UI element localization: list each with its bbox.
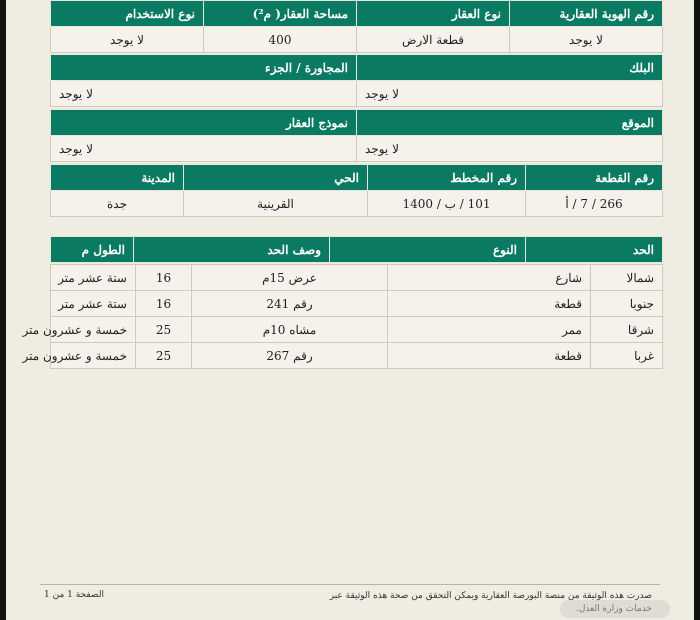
- boundary-description: عرض 15م: [192, 265, 388, 291]
- header-boundary-length: الطول م: [51, 237, 134, 263]
- boundary-length: 25: [136, 317, 192, 343]
- value-neighborhood-part: لا يوجد: [51, 81, 357, 107]
- value-property-area: 400: [204, 27, 357, 53]
- table-row: [51, 291, 663, 317]
- value-usage-type: لا يوجد: [51, 27, 204, 53]
- header-boundary-side: الحد: [526, 237, 663, 263]
- header-boundary-description: وصف الحد: [134, 237, 330, 263]
- value-property-model: لا يوجد: [51, 136, 357, 162]
- header-property-area: مساحة العقار( م²): [204, 1, 357, 27]
- value-district: القرينية: [184, 191, 368, 217]
- table-row: [51, 265, 663, 291]
- value-city: جدة: [51, 191, 184, 217]
- value-plot-number: 266 / 7 / أ: [526, 191, 663, 217]
- value-location: لا يوجد: [357, 136, 663, 162]
- boundary-length: 16: [136, 265, 192, 291]
- boundary-side: شرقا: [591, 317, 663, 343]
- boundary-description: رقم 267: [192, 343, 388, 369]
- boundary-description: مشاه 10م: [192, 317, 388, 343]
- header-neighborhood-part: المجاورة / الجزء: [51, 55, 357, 81]
- value-property-id: لا يوجد: [510, 27, 663, 53]
- boundary-side: شمالا: [591, 265, 663, 291]
- boundary-length-text: ستة عشر متر: [51, 265, 136, 291]
- footer-note: صدرت هذه الوثيقة من منصة البورصة العقارية ويمكن التحقق من صحة هذه الوثيقة عبر خدمات وزارة العدل.: [329, 591, 652, 614]
- footer-divider: [40, 584, 660, 585]
- location-table: [50, 109, 663, 162]
- boundary-length-text: خمسة و عشرون متر: [51, 343, 136, 369]
- header-property-model: نموذج العقار: [51, 110, 357, 136]
- header-plot-number: رقم القطعة: [526, 165, 663, 191]
- table-row: [51, 317, 663, 343]
- boundary-type: ممر: [388, 317, 591, 343]
- value-plan-number: 101 / ب / 1400: [368, 191, 526, 217]
- right-border: [694, 0, 700, 620]
- header-plan-number: رقم المخطط: [368, 165, 526, 191]
- left-border: [0, 0, 6, 620]
- boundary-length-text: خمسة و عشرون متر: [51, 317, 136, 343]
- header-city: المدينة: [51, 165, 184, 191]
- header-boundary-type: النوع: [330, 237, 526, 263]
- header-usage-type: نوع الاستخدام: [51, 1, 204, 27]
- boundary-side: غربا: [591, 343, 663, 369]
- page-number: الصفحة 1 من 1: [44, 590, 104, 600]
- boundary-description: رقم 241: [192, 291, 388, 317]
- boundaries-table: [50, 236, 663, 263]
- header-block: البلك: [357, 55, 663, 81]
- header-district: الحي: [184, 165, 368, 191]
- boundary-side: جنوبا: [591, 291, 663, 317]
- boundary-length: 25: [136, 343, 192, 369]
- boundary-type: قطعة: [388, 343, 591, 369]
- watermark: [560, 600, 670, 618]
- header-location: الموقع: [357, 110, 663, 136]
- value-property-type: قطعة الارض: [357, 27, 510, 53]
- header-property-type: نوع العقار: [357, 1, 510, 27]
- table-row: [51, 343, 663, 369]
- boundary-length-text: ستة عشر متر: [51, 291, 136, 317]
- boundary-length: 16: [136, 291, 192, 317]
- value-block: لا يوجد: [357, 81, 663, 107]
- boundary-type: قطعة: [388, 291, 591, 317]
- block-table: [50, 54, 663, 107]
- boundary-type: شارع: [388, 265, 591, 291]
- property-info-table: [50, 0, 663, 53]
- boundaries-rows: [22, 264, 663, 369]
- plot-info-table: [50, 164, 663, 217]
- header-property-id: رقم الهوية العقارية: [510, 1, 663, 27]
